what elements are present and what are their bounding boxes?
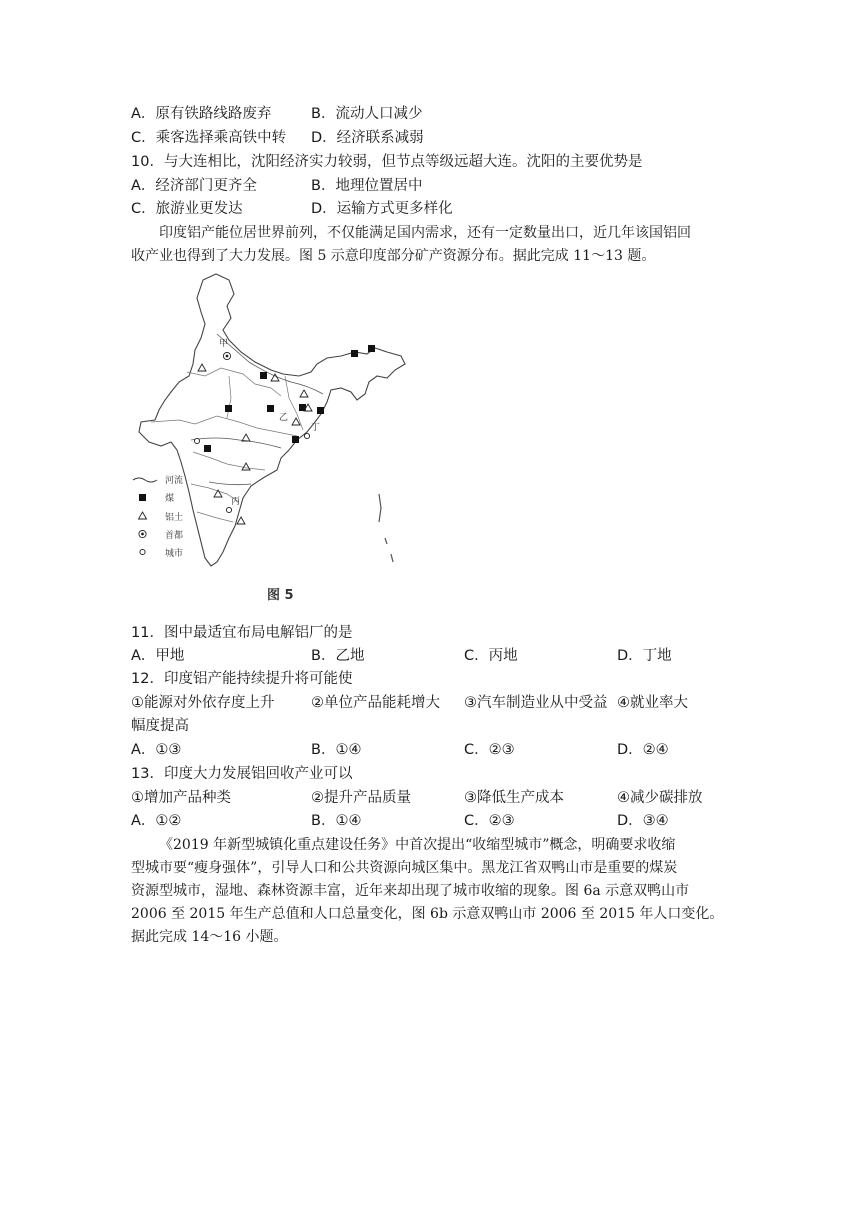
q12-item-2: ②单位产品能耗增大: [311, 695, 440, 711]
bauxite-marker: [242, 434, 250, 441]
india-mineral-map: [131, 272, 421, 612]
q11-option-b: B．乙地: [311, 648, 365, 664]
q13-stem: 13．印度大力发展铝回收产业可以: [131, 766, 353, 782]
q12-option-a: A．①③: [131, 742, 182, 758]
intro2-line-4: 2006 至 2015 年生产总值和人口总量变化，图 6b 示意双鸭山市 2006 至 2015 年人口变化。: [131, 906, 724, 922]
legend-bauxite-label: 铝土: [165, 513, 184, 523]
legend-city-symbol: [140, 549, 145, 554]
q12-stem: 12．印度铝产能持续提升将可能使: [131, 671, 353, 687]
legend-coal-label: 煤: [165, 494, 175, 504]
city-marker: [226, 507, 231, 512]
q10-option-b: B．地理位置居中: [311, 178, 423, 194]
legend-bauxite-symbol: [139, 512, 147, 519]
q9-option-d: D．经济联系减弱: [311, 130, 424, 146]
intro2-line-2: 型城市要“瘦身强体”，引导人口和公共资源向城区集中。黑龙江省双鸭山市是重要的煤炭: [131, 860, 678, 876]
q12-option-b: B．①④: [311, 742, 362, 758]
legend-city-label: 城市: [165, 549, 184, 559]
bauxite-marker: [300, 390, 308, 397]
q13-option-d: D．③④: [617, 813, 669, 829]
legend-river-label: 河流: [165, 476, 184, 486]
internal-boundary: [193, 452, 265, 470]
island: [385, 538, 387, 544]
q9-option-c: C．乘客选择乘高铁中转: [131, 130, 287, 146]
q13-item-1: ①增加产品种类: [131, 790, 231, 806]
q12-item-4-continued: 幅度提高: [131, 718, 189, 734]
q13-item-3: ③降低生产成本: [464, 790, 564, 806]
q9-option-b: B．流动人口减少: [311, 106, 423, 122]
intro-paragraph-shuangyashan: [131, 834, 731, 949]
q10-option-c: C．旅游业更发达: [131, 201, 243, 217]
q10-option-a: A．经济部门更齐全: [131, 178, 257, 194]
figure-caption: 图 5: [267, 588, 294, 603]
q11-option-c: C．丙地: [464, 648, 518, 664]
coal-marker: [204, 445, 211, 452]
q12-item-4: ④就业率大: [617, 695, 688, 711]
internal-boundary: [151, 416, 297, 436]
coal-marker: [292, 436, 299, 443]
coal-marker: [267, 405, 274, 412]
map-label-bing: 丙: [231, 497, 241, 507]
q13-item-2: ②提升产品质量: [311, 790, 411, 806]
q10-stem: 10．与大连相比，沈阳经济实力较弱，但节点等级远超大连。沈阳的主要优势是: [131, 154, 643, 170]
legend-river-symbol: [133, 478, 157, 482]
coal-marker: [260, 372, 267, 379]
intro2-line-3: 资源型城市，湿地、森林资源丰富，近年来却出现了城市收缩的现象。图 6a 示意双鸭山市: [131, 883, 690, 899]
intro2-line-5: 据此完成 14～16 小题。: [131, 929, 288, 945]
map-legend: [133, 474, 183, 559]
map-label-jia: 甲: [219, 339, 229, 349]
coal-marker: [351, 350, 358, 357]
intro-line-1: 印度铝产能位居世界前列，不仅能满足国内需求，还有一定数量出口，近几年该国铝回: [159, 225, 691, 241]
coal-marker: [225, 405, 232, 412]
island: [391, 554, 393, 562]
q12-item-1: ①能源对外依存度上升: [131, 695, 275, 711]
q13-item-4: ④减少碳排放: [617, 790, 703, 806]
river: [209, 482, 251, 485]
coal-marker: [317, 407, 324, 414]
map-label-ding: 丁: [311, 423, 321, 433]
q9-option-a: A．原有铁路线路废弃: [131, 106, 272, 122]
coal-marker: [368, 345, 375, 352]
intro2-line-1: 《2019 年新型城镇化重点建设任务》中首次提出“收缩型城市”概念，明确要求收缩: [159, 837, 676, 853]
q11-option-d: D．丁地: [617, 648, 672, 664]
bauxite-marker: [237, 517, 245, 524]
river: [217, 334, 323, 394]
legend-coal-symbol: [139, 494, 146, 501]
q12-option-c: C．②③: [464, 742, 515, 758]
map-label-yi: 乙: [279, 413, 289, 423]
city-marker: [194, 438, 199, 443]
legend-capital-label: 首都: [165, 531, 184, 541]
bauxite-marker: [242, 463, 250, 470]
intro-paragraph-india: [131, 222, 731, 268]
q10-option-d: D．运输方式更多样化: [311, 201, 453, 217]
q12-option-d: D．②④: [617, 742, 669, 758]
bauxite-markers: [198, 364, 312, 524]
internal-boundary: [197, 512, 233, 522]
island: [379, 494, 381, 522]
q13-option-a: A．①②: [131, 813, 182, 829]
intro-line-2: 收产业也得到了大力发展。图 5 示意印度部分矿产资源分布。据此完成 11～13 题。: [131, 248, 656, 264]
q12-item-3: ③汽车制造业从中受益: [464, 695, 608, 711]
capital-marker: [223, 352, 230, 359]
q11-option-a: A．甲地: [131, 648, 185, 664]
q11-stem: 11．图中最适宜布局电解铝厂的是: [131, 625, 353, 641]
q13-option-b: B．①④: [311, 813, 362, 829]
q13-option-c: C．②③: [464, 813, 515, 829]
bauxite-marker: [198, 364, 206, 371]
city-marker: [304, 433, 309, 438]
